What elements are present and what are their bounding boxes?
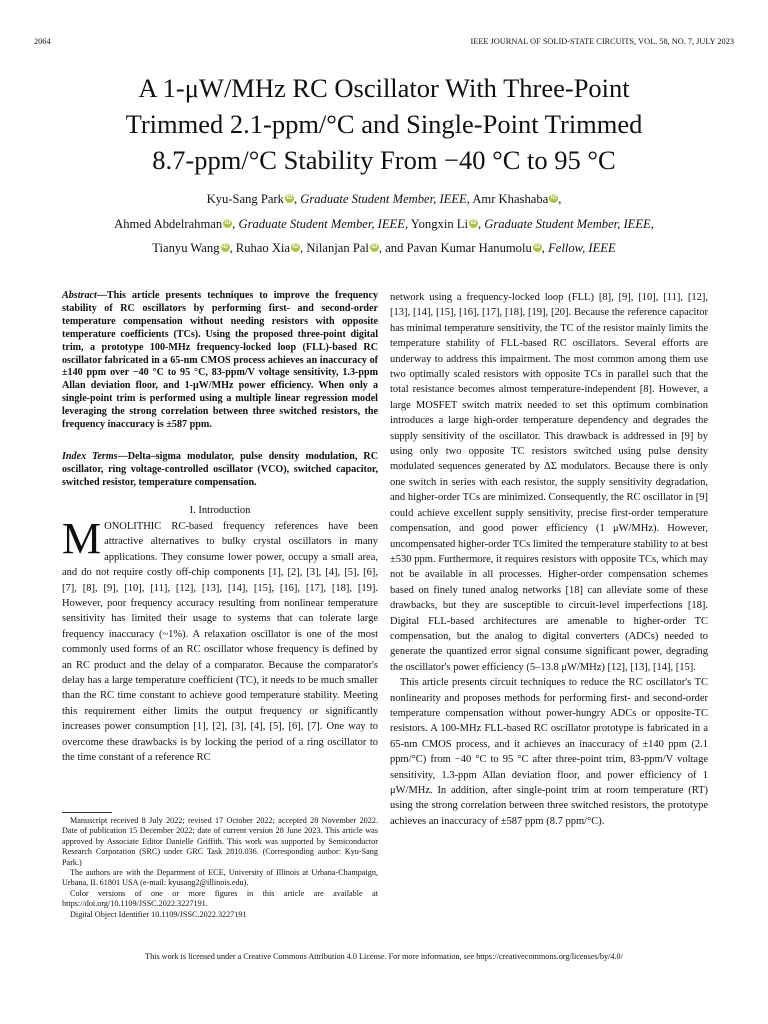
author-role: Graduate Student Member, IEEE [238, 217, 405, 231]
orcid-icon[interactable]: iD [292, 244, 299, 250]
author-name: Kyu-Sang Park [206, 192, 284, 206]
footnotes [62, 816, 378, 920]
orcid-icon[interactable]: iD [550, 195, 557, 201]
orcid-icon[interactable]: iD [222, 244, 228, 250]
abstract-text: —This article presents techniques to improve the frequency stability of RC oscillators by performing first- and second-order temperature compensation without needing resistors with opposite temperature coefficients (TCs). Using the proposed three-point digital trim, a prototype 100-MHz frequency-locked loop (FLL)-based RC oscillator fabricated in a 65-nm CMOS process achieves an inaccuracy of ±140 ppm over −40 °C to 95 °C, 83-ppm/V voltage sensitivity, 1.3-ppm Allan deviation floor, and 1-μW/MHz power efficiency. When only a single-point trim is performed using a multiple linear regression model leveraging the strong correlation between three switched resistors, the frequency inaccuracy is ±587 ppm. [62, 290, 378, 431]
title-line-3: 8.7-ppm/°C Stability From −40 °C to 95 °C [152, 145, 616, 175]
author-line-2: Ahmed Abdelrahman iD , Graduate Student Member, IEEE, Yongxin Li iD , Graduate Student Member, IEEE, [114, 217, 654, 231]
page-number: 2064 [34, 37, 51, 46]
intro-column-1 [62, 514, 378, 766]
footnote-manuscript: Manuscript received 8 July 2022; revised 17 October 2022; accepted 28 November 2022. Date of publication 15 December 2022; date of current version 28 June 2023. This article was approved by Associate Editor Danielle Griffith. This work was supported by Semiconductor Research Corporation (SRC) under GRC Task 2810.036. (Corresponding author: Kyu-Sang Park.) [62, 816, 378, 867]
orcid-icon[interactable]: iD [470, 220, 477, 226]
author-name: Nilanjan Pal [306, 241, 369, 255]
intro-column-2 [390, 290, 708, 829]
author-role: Graduate Student Member, IEEE [484, 217, 651, 231]
footnote-color-versions[interactable]: Color versions of one or more figures in this article are available at https://doi.org/10.1109/JSSC.2022.3227191. [62, 888, 378, 909]
title-line-1: A 1-μW/MHz RC Oscillator With Three-Point [138, 73, 630, 103]
running-head [34, 37, 734, 49]
author-role: Graduate Student Member, IEEE [300, 192, 467, 206]
paper-title [40, 70, 728, 178]
orcid-icon[interactable]: iD [286, 195, 293, 201]
intro-text-col1: RC-based frequency references have been attractive alternatives to bulky crystal oscillators in many applications. They consume lower power, occupy a small area, and do not require costly off-chip components [1], [2], [3], [4], [5], [6], [7], [8], [9], [10], [11], [12], [13], [14], [15], [16], [17], [18], [19]. However, poor frequency accuracy resulting from nonlinear temperature sensitivity has limited their usage to systems that can tolerate large frequency inaccuracy (~1%). A relaxation oscillator is one of the most commonly used forms of an RC oscillator whose frequency is defined by an RC product and the delay of a comparator. Because the comparator's delay has a large temperature coefficient (TC), it needs to be much smaller than the RC time constant to achieve good temperature stability. Meeting this requirement either limits the output frequency or significantly increases power consumption [1], [2], [3], [4], [5], [6], [7]. One way to overcome these drawbacks is by locking the period of a ring oscillator to the time constant of a reference RC [62, 521, 378, 764]
author-name: Ruhao Xia [235, 241, 291, 255]
footnote-affiliation: The authors are with the Department of ECE, University of Illinois at Urbana-Champaign, Urbana, IL 61801 USA (e-mail: kyusang2@illinois.edu). [62, 868, 378, 888]
title-line-2: Trimmed 2.1-ppm/°C and Single-Point Trimmed [125, 109, 643, 139]
author-line-1: Kyu-Sang Park iD , Graduate Student Member, IEEE, Amr Khashaba iD , [206, 192, 562, 206]
orcid-icon[interactable]: iD [534, 244, 541, 250]
index-terms [62, 451, 378, 490]
author-name: Ahmed Abdelrahman [114, 217, 223, 231]
orcid-icon[interactable]: iD [224, 220, 231, 226]
drop-cap: M [62, 514, 102, 563]
orcid-icon[interactable]: iD [371, 244, 378, 250]
section-heading: I. Introduction [189, 505, 251, 516]
footnote-doi: Digital Object Identifier 10.1109/JSSC.2022.3227191 [70, 909, 247, 919]
index-terms-text: —Delta–sigma modulator, pulse density modulation, RC oscillator, ring voltage-controlled oscillator (VCO), switched capacitor, switched resistor, temperature compensation. [62, 451, 378, 488]
author-name: Amr Khashaba [472, 192, 549, 206]
author-line-3: Tianyu Wang iD , Ruhao Xia iD , Nilanjan Pal iD , and Pavan Kumar Hanumolu iD , Fellow, IEEE [152, 241, 616, 255]
intro-paragraph-this-article: This article presents circuit techniques to reduce the RC oscillator's TC nonlinearity and proposes methods for performing first- and second-order temperature compensation without power-hungry ADCs or opposite-TC resistors. A 100-MHz FLL-based RC oscillator prototype is fabricated in a 65-nm CMOS process, and it achieves an inaccuracy of ±140 ppm (2.1 ppm/°C) from −40 °C to 95 °C after three-point trim, 83-ppm/V voltage sensitivity, 1.3-ppm Allan deviation floor, and power efficiency of 1 μW/MHz. In addition, after single-point trim at room temperature (RT) using the strong correlation between three switched resistors, the prototype achieves an inaccuracy of ±587 ppm (8.7 ppm/°C). [390, 677, 708, 827]
author-name: Tianyu Wang [152, 241, 220, 255]
license-notice[interactable]: This work is licensed under a Creative Commons Attribution 4.0 License. For more information, see https://creativecommons.org/licenses/by/4.0/ [145, 952, 623, 961]
intro-first-word: ONOLITHIC [104, 521, 162, 532]
journal-info: IEEE JOURNAL OF SOLID-STATE CIRCUITS, VOL. 58, NO. 7, JULY 2023 [470, 37, 734, 46]
author-name: Pavan Kumar Hanumolu [406, 241, 532, 255]
footnote-rule [62, 812, 112, 813]
abstract [62, 290, 378, 432]
author-name: Yongxin Li [410, 217, 468, 231]
index-terms-label: Index Terms [62, 451, 118, 462]
author-role: Fellow, IEEE [548, 241, 616, 255]
abstract-label: Abstract [62, 290, 97, 301]
intro-paragraph-continued: network using a frequency-locked loop (FLL) [8], [9], [10], [11], [12], [13], [14], [15], [16], [17], [18], [19], [20]. Because the reference capacitor has minimal temperature sensitivity, the TC of the resistor mainly limits the temperature stability of FLL-based RC oscillators. Several efforts are underway to address this impairment. The most common among them use two optimally scaled resistors with opposite TCs in parallel such that the total resistance becomes almost temperature-independent [8]. However, a large MOSFET switch matrix needed to set this optimum combination introduces a large high-order temperature dependency and degrades the supply sensitivity of the oscillator. This drawback is addressed in [9] by using only two opposite TC resistors switched using pulse density modulated sequences generated by ΔΣ modulators. Because there is only one switch in series with each resistor, the supply sensitivity degradation, and higher-order TCs are minimized. Consequently, the RC oscillator in [9] could achieve excellent supply sensitivity, precise first-order temperature compensation, and good power efficiency (1 μW/MHz). However, uncompensated higher-order TCs limited the temperature stability to at best ±530 ppm. Furthermore, it requires resistors with opposite TCs, which may not be available in all processes. Higher-order compensation schemes based on finely tuned analog networks [18] can alleviate some of these drawbacks, but they are susceptible to circuit-level imperfections [18]. Digital FLL-based architectures are amenable to higher-order TC compensation, but the analog to digital converters (ADCs) needed to generate the quantized error signal consume significant power, degrading the oscillator's power efficiency (5–13.8 μW/MHz) [12], [13], [14], [15]. [390, 292, 708, 673]
